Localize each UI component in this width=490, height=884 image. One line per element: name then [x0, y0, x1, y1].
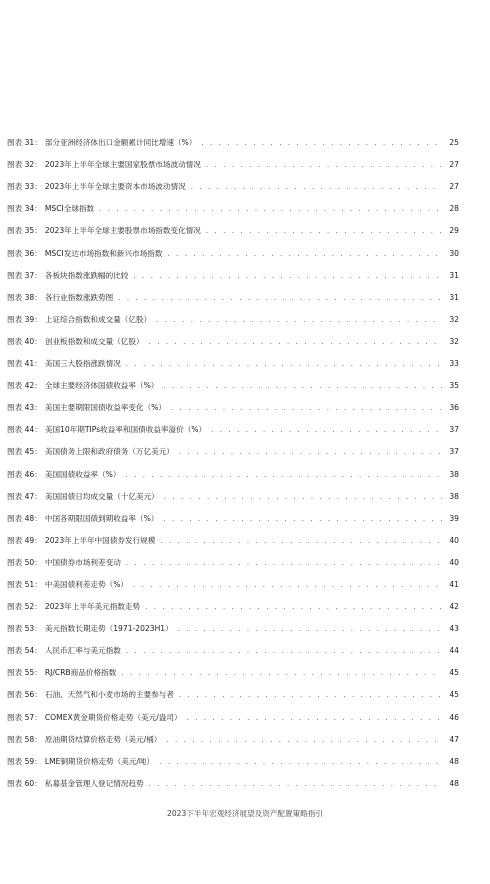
figure-number: 图表 53： [7, 624, 42, 634]
figure-title: RJ/CRB商品价格指数 [44, 668, 117, 678]
toc-entry[interactable] [7, 634, 459, 656]
figure-title: 2023年上半年全球主要国家股票市场波动情况 [44, 160, 201, 170]
page-number: 40 [449, 535, 459, 545]
dot-leader [179, 447, 442, 457]
dot-leader [133, 580, 442, 590]
page-number: 39 [449, 513, 459, 523]
toc-entry[interactable] [7, 656, 459, 678]
toc-entry[interactable] [7, 723, 459, 745]
figure-title: 2023年上半年中国债券发行规模 [44, 535, 156, 545]
figure-number: 图表 59： [7, 756, 42, 766]
page-number: 48 [449, 778, 459, 788]
figure-title: 人民币汇率与美元指数 [44, 646, 121, 656]
figure-title: 美元指数长期走势（1971-2023H1） [44, 624, 173, 634]
page-number: 32 [449, 336, 459, 346]
page-number: 31 [449, 270, 459, 280]
toc-entry[interactable] [7, 259, 459, 281]
dot-leader [201, 138, 442, 148]
page-number: 40 [449, 557, 459, 567]
dot-leader [191, 182, 442, 192]
figure-number: 图表 32： [7, 160, 42, 170]
figure-number: 图表 41： [7, 359, 42, 369]
toc-entry[interactable] [7, 502, 459, 524]
dot-leader [118, 293, 442, 303]
page-number: 38 [449, 469, 459, 479]
page-number: 32 [449, 314, 459, 324]
toc-entry[interactable] [7, 347, 459, 369]
figure-index-list [7, 126, 459, 789]
toc-entry[interactable] [7, 612, 459, 634]
dot-leader [126, 646, 442, 656]
dot-leader [171, 403, 442, 413]
page-number: 25 [449, 138, 459, 148]
figure-number: 图表 40： [7, 336, 42, 346]
figure-title: 美国三大股指涨跌情况 [44, 359, 121, 369]
dot-leader [145, 602, 442, 612]
figure-title: 美国主要期限国债收益率变化（%） [44, 403, 166, 413]
figure-number: 图表 47： [7, 491, 42, 501]
dot-leader [126, 359, 442, 369]
toc-entry[interactable] [7, 369, 459, 391]
dot-leader [126, 558, 442, 568]
figure-number: 图表 33： [7, 182, 42, 192]
figure-title: 上证综合指数和成交量（亿股） [44, 314, 152, 324]
figure-number: 图表 54： [7, 646, 42, 656]
page-number: 30 [449, 248, 459, 258]
dot-leader [187, 713, 442, 723]
toc-entry[interactable] [7, 391, 459, 413]
toc-entry[interactable] [7, 745, 459, 767]
figure-title: 2023年上半年全球主要股票市场指数变化情况 [44, 226, 201, 236]
dot-leader [168, 249, 443, 259]
toc-entry[interactable] [7, 590, 459, 612]
dot-leader [206, 226, 442, 236]
toc-entry[interactable] [7, 568, 459, 590]
page-footer: 2023下半年宏观经济展望及资产配置策略指引 [166, 809, 323, 818]
figure-number: 图表 51： [7, 579, 42, 589]
figure-title: 美国国债日均成交量（十亿美元） [44, 491, 159, 501]
figure-number: 图表 43： [7, 403, 42, 413]
figure-number: 图表 34： [7, 204, 42, 214]
figure-title: 创业板指数和成交量（亿股） [44, 336, 144, 346]
toc-entry[interactable] [7, 435, 459, 457]
figure-title: 美国国债收益率（%） [44, 469, 121, 479]
figure-number: 图表 39： [7, 314, 42, 324]
figure-number: 图表 60： [7, 778, 42, 788]
page-number: 33 [449, 359, 459, 369]
toc-entry[interactable] [7, 303, 459, 325]
toc-entry[interactable] [7, 214, 459, 236]
figure-number: 图表 35： [7, 226, 42, 236]
figure-title: MSCI发达市场指数和新兴市场指数 [44, 248, 163, 258]
figure-number: 图表 58： [7, 734, 42, 744]
figure-title: 中美国债利差走势（%） [44, 579, 129, 589]
figure-title: 2023年上半年全球主要资本市场波动情况 [44, 182, 186, 192]
toc-entry[interactable] [7, 325, 459, 347]
figure-title: 中国各期限国债到期收益率（%） [44, 513, 159, 523]
dot-leader [149, 337, 442, 347]
dot-leader [121, 668, 442, 678]
page-number: 47 [449, 734, 459, 744]
dot-leader [179, 690, 442, 700]
figure-title: LME铜期货价格走势（美元/吨） [44, 756, 155, 766]
dot-leader [163, 381, 442, 391]
figure-title: MSCI全球指数 [44, 204, 95, 214]
page-number: 46 [449, 712, 459, 722]
figure-number: 图表 45： [7, 447, 42, 457]
page-number: 28 [449, 204, 459, 214]
page-number: 37 [449, 425, 459, 435]
figure-number: 图表 56： [7, 690, 42, 700]
figure-title: 中国债券市场利差变动 [44, 557, 121, 567]
figure-title: 各行业指数涨跌势图 [44, 292, 114, 302]
figure-number: 图表 49： [7, 535, 42, 545]
figure-title: COMEX黄金期货价格走势（美元/盎司） [44, 712, 182, 722]
toc-entry[interactable] [7, 236, 459, 258]
figure-title: 私募基金管理人登记情况趋势 [44, 778, 144, 788]
page-number: 42 [449, 602, 459, 612]
figure-title: 美国债务上限和政府债务（万亿美元） [44, 447, 174, 457]
page-number: 48 [449, 756, 459, 766]
toc-entry[interactable] [7, 767, 459, 789]
toc-entry[interactable] [7, 192, 459, 214]
dot-leader [164, 492, 442, 502]
dot-leader [160, 536, 442, 546]
page-number: 38 [449, 491, 459, 501]
page-number: 31 [449, 292, 459, 302]
toc-entry[interactable] [7, 700, 459, 722]
figure-title: 各板块指数涨跌幅的比较 [44, 270, 129, 280]
toc-entry[interactable] [7, 281, 459, 303]
toc-entry[interactable] [7, 170, 459, 192]
toc-entry[interactable] [7, 546, 459, 568]
figure-number: 图表 38： [7, 292, 42, 302]
dot-leader [156, 315, 442, 325]
figure-number: 图表 44： [7, 425, 42, 435]
figure-number: 图表 57： [7, 712, 42, 722]
toc-entry[interactable] [7, 126, 459, 148]
page-number: 43 [449, 624, 459, 634]
figure-number: 图表 48： [7, 513, 42, 523]
figure-number: 图表 42： [7, 381, 42, 391]
figure-title: 2023年上半年美元指数走势 [44, 602, 141, 612]
dot-leader [178, 624, 442, 634]
figure-title: 全球主要经济体国债收益率（%） [44, 381, 159, 391]
figure-title: 原油期货结算价格走势（美元/桶） [44, 734, 162, 744]
page-number: 29 [449, 226, 459, 236]
toc-entry[interactable] [7, 457, 459, 479]
dot-leader [166, 735, 442, 745]
dot-leader [133, 271, 442, 281]
figure-number: 图表 55： [7, 668, 42, 678]
dot-leader [149, 779, 442, 789]
figure-title: 美国10年期TIPs收益率和国债收益率溢价（%） [44, 425, 207, 435]
page-number: 36 [449, 403, 459, 413]
dot-leader [159, 757, 442, 767]
toc-entry[interactable] [7, 148, 459, 170]
dot-leader [125, 470, 442, 480]
toc-entry[interactable] [7, 678, 459, 700]
figure-number: 图表 50： [7, 557, 42, 567]
page-number: 35 [449, 381, 459, 391]
figure-number: 图表 46： [7, 469, 42, 479]
figure-number: 图表 37： [7, 270, 42, 280]
page-number: 41 [449, 579, 459, 589]
page-number: 45 [449, 668, 459, 678]
figure-number: 图表 52： [7, 602, 42, 612]
page-number: 37 [449, 447, 459, 457]
dot-leader [211, 425, 442, 435]
page-number: 27 [449, 182, 459, 192]
page-number: 44 [449, 646, 459, 656]
dot-leader [163, 514, 442, 524]
page-number: 27 [449, 160, 459, 170]
figure-title: 部分亚洲经济体出口金额累计同比增速（%） [44, 138, 197, 148]
toc-entry[interactable] [7, 480, 459, 502]
figure-title: 石油、天然气和小麦市场的主要参与者 [44, 690, 174, 700]
dot-leader [99, 204, 442, 214]
toc-entry[interactable] [7, 524, 459, 546]
figure-number: 图表 36： [7, 248, 42, 258]
page-number: 45 [449, 690, 459, 700]
dot-leader [206, 160, 442, 170]
toc-entry[interactable] [7, 413, 459, 435]
figure-number: 图表 31： [7, 138, 42, 148]
